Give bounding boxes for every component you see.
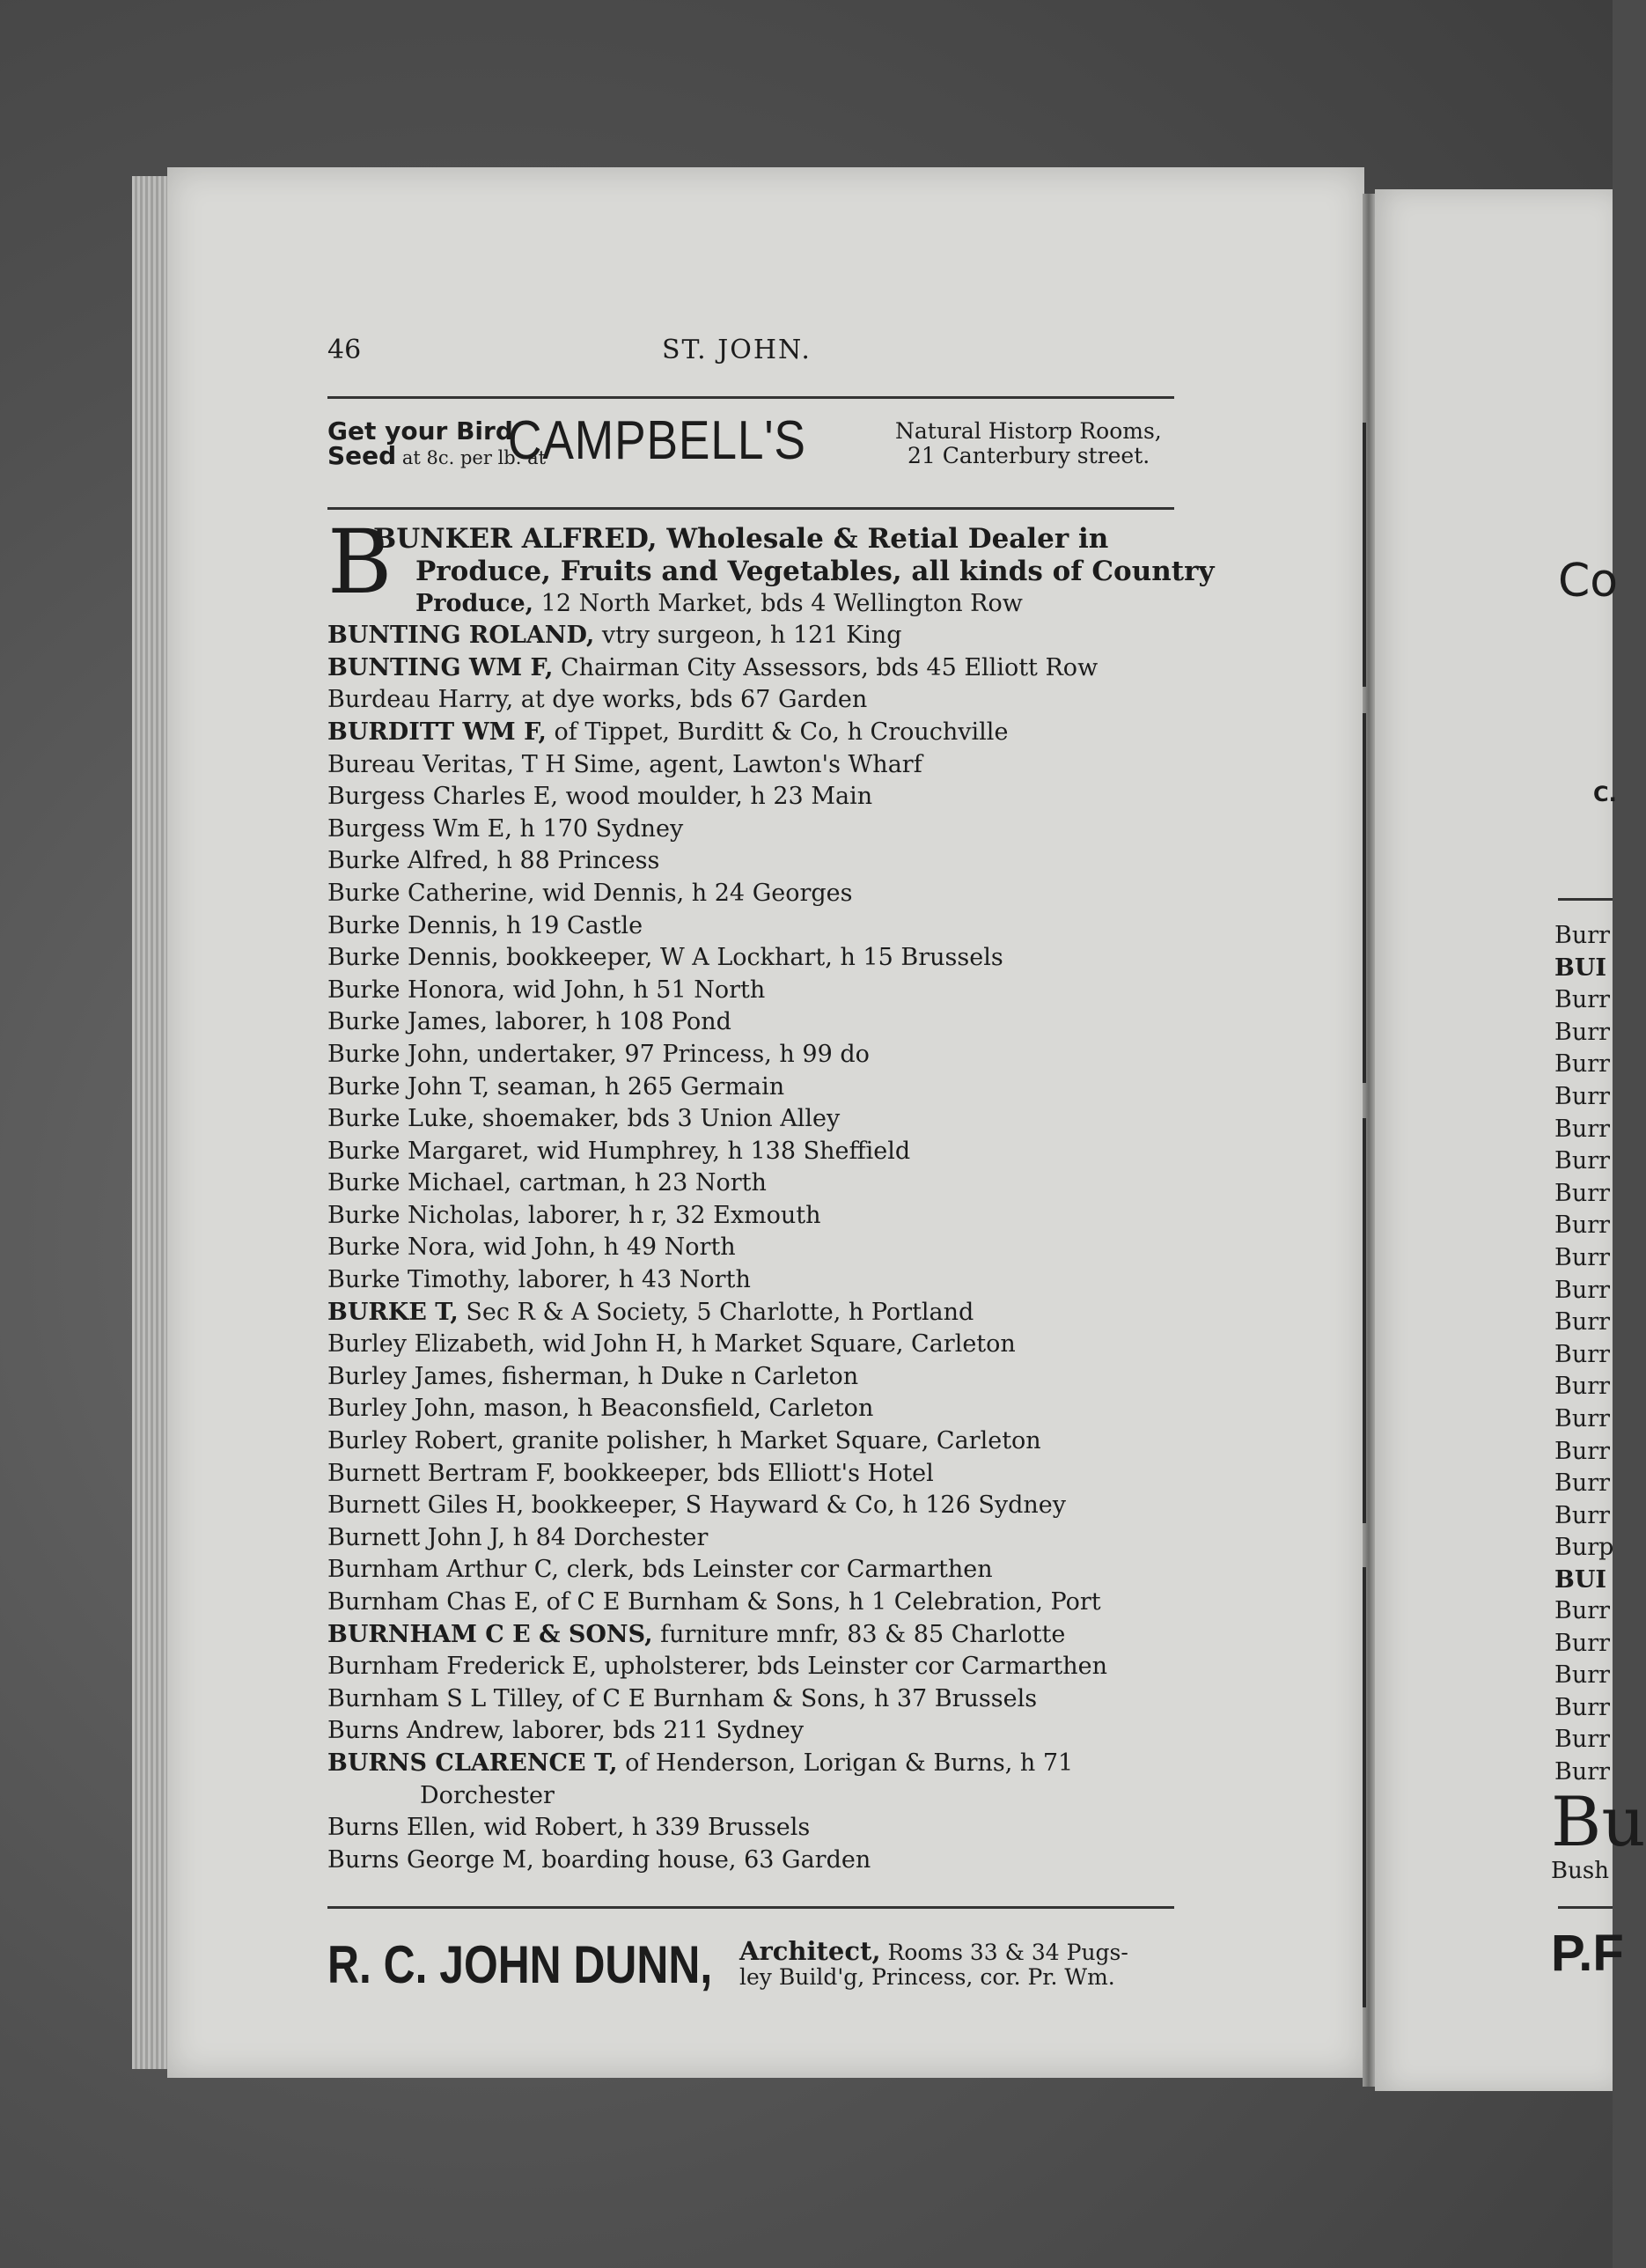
directory-entry bbox=[327, 1812, 1190, 1845]
right-list-item: Burr bbox=[1554, 1597, 1611, 1624]
directory-entry bbox=[327, 878, 1190, 910]
ad-small: at 8c. per lb. at bbox=[396, 447, 547, 468]
entry-details: Burgess Charles E, wood moulder, h 23 Main bbox=[327, 783, 873, 811]
entry-name: BURNS CLARENCE T, bbox=[327, 1749, 618, 1777]
right-list-item: Burr bbox=[1554, 1082, 1611, 1110]
right-list-item: Burr bbox=[1554, 1211, 1611, 1240]
directory-entry bbox=[327, 975, 1190, 1007]
drop-cap: B bbox=[327, 511, 393, 614]
directory-entry bbox=[327, 1425, 1190, 1458]
dunn-advertisement bbox=[327, 1933, 1174, 2004]
right-list-item: BUI bbox=[1554, 954, 1606, 982]
entry-details: Burns George M, boarding house, 63 Garden bbox=[327, 1845, 871, 1874]
right-list-item: Burr bbox=[1554, 1179, 1611, 1207]
entry-details: Burns Andrew, laborer, bds 211 Sydney bbox=[327, 1717, 805, 1745]
entry-name: Produce, Fruits and Vegetables, all kinds of Country bbox=[415, 556, 1215, 587]
entry-details: Burnham S L Tilley, of C E Burnham & Sons, h 37 Brussels bbox=[327, 1684, 1038, 1712]
running-head: ST. JOHN. bbox=[662, 335, 812, 365]
right-list-item: Burr bbox=[1554, 1693, 1611, 1721]
ad-line: Natural Historp Rooms, bbox=[895, 418, 1162, 444]
footer-rule bbox=[327, 1906, 1174, 1909]
entry-details: Burke Margaret, wid Humphrey, h 138 Sheffield bbox=[327, 1137, 911, 1165]
directory-entry bbox=[327, 1167, 1190, 1200]
directory-entry bbox=[327, 942, 1190, 975]
directory-entry bbox=[327, 1329, 1190, 1361]
right-page-rule bbox=[1558, 898, 1613, 901]
entry-details: Burke Honora, wid John, h 51 North bbox=[327, 976, 766, 1004]
directory-entry bbox=[327, 1264, 1190, 1297]
right-list-item: Burr bbox=[1554, 1469, 1611, 1498]
right-list-item: Burr bbox=[1554, 1661, 1611, 1690]
directory-entry bbox=[327, 1103, 1190, 1136]
entry-name: BURNHAM C E & SONS, bbox=[327, 1620, 653, 1648]
right-list-item: Burr bbox=[1554, 1726, 1611, 1754]
entry-name: BUNKER ALFRED, bbox=[373, 523, 658, 555]
entry-details: Burley Robert, granite polisher, h Market Square, Carleton bbox=[327, 1427, 1041, 1455]
right-page-bottom: P.F bbox=[1551, 1925, 1624, 1982]
entry-details: Sec R & A Society, 5 Charlotte, h Portland bbox=[458, 1298, 974, 1326]
entry-name: BUNTING WM F, bbox=[327, 653, 554, 681]
entry-details: Chairman City Assessors, bds 45 Elliott Row bbox=[553, 653, 1099, 681]
ad-line bbox=[739, 1936, 1128, 1966]
entry-details: Burnham Frederick E, upholsterer, bds Leinster cor Carmarthen bbox=[327, 1653, 1108, 1681]
entry-details: of Tippet, Burditt & Co, h Crouchville bbox=[546, 718, 1009, 746]
entry-details: Burley John, mason, h Beaconsfield, Carleton bbox=[327, 1395, 874, 1423]
ad-line: 21 Canterbury street. bbox=[908, 443, 1150, 468]
directory-entry bbox=[327, 1136, 1190, 1168]
right-list-item: Burr bbox=[1554, 1243, 1611, 1271]
right-page-list-bottom bbox=[1554, 1595, 1613, 1789]
entry-details: Burke Dennis, bookkeeper, W A Lockhart, h 15 Brussels bbox=[327, 944, 1003, 972]
entry-details: Burke Nora, wid John, h 49 North bbox=[327, 1233, 736, 1262]
directory-entry bbox=[327, 684, 1190, 717]
entry-details: Burns Ellen, wid Robert, h 339 Brussels bbox=[327, 1814, 811, 1842]
directory-entry bbox=[327, 781, 1190, 814]
page-number: 46 bbox=[327, 335, 362, 365]
right-page-small: C. bbox=[1593, 782, 1617, 806]
entry-details: Burke Dennis, h 19 Castle bbox=[327, 911, 643, 939]
entry-details: Burke Michael, cartman, h 23 North bbox=[327, 1169, 767, 1197]
right-page-list bbox=[1554, 920, 1613, 1596]
right-footer-rule bbox=[1558, 1906, 1613, 1909]
directory-entry bbox=[327, 1006, 1190, 1039]
ad-bold: Seed bbox=[327, 441, 397, 470]
entry-details: Burke Alfred, h 88 Princess bbox=[327, 847, 660, 875]
ad-dunn-details bbox=[739, 1936, 1128, 1990]
directory-entries bbox=[327, 511, 1215, 1876]
directory-entry bbox=[327, 910, 1190, 943]
entry-details: Dorchester bbox=[420, 1781, 555, 1809]
directory-entry bbox=[327, 717, 1190, 749]
directory-entry bbox=[327, 1361, 1190, 1394]
entry-details: Burnham Arthur C, clerk, bds Leinster cor Carmarthen bbox=[327, 1556, 993, 1584]
right-list-item: BUI bbox=[1554, 1565, 1606, 1594]
entry-details: Burnett Giles H, bookkeeper, S Hayward & Co, h 126 Sydney bbox=[327, 1491, 1066, 1520]
ad-line: Get your Bird bbox=[327, 416, 513, 446]
entry-details: Burke John, undertaker, 97 Princess, h 99 do bbox=[327, 1040, 870, 1068]
right-list-item: Burr bbox=[1554, 922, 1611, 949]
ad-dunn-name: R. C. JOHN DUNN, bbox=[327, 1935, 713, 1994]
right-list-item: Burr bbox=[1554, 1050, 1611, 1079]
entry-details: Burnham Chas E, of C E Burnham & Sons, h 1 Celebration, Port bbox=[327, 1588, 1101, 1616]
header-rule bbox=[327, 396, 1174, 399]
entry-details: Burke John T, seaman, h 265 Germain bbox=[327, 1072, 785, 1101]
entry-name: BUNTING ROLAND, bbox=[327, 622, 595, 650]
right-list-item: Burp bbox=[1554, 1534, 1614, 1562]
right-list-item: Burr bbox=[1554, 1404, 1611, 1432]
entry-details: Burnett Bertram F, bookkeeper, bds Elliott's Hotel bbox=[327, 1459, 934, 1487]
right-list-item: Burr bbox=[1554, 1276, 1611, 1304]
right-list-item: Burr bbox=[1554, 1308, 1611, 1336]
page-header bbox=[327, 335, 1174, 370]
ad-line: ley Build'g, Princess, cor. Pr. Wm. bbox=[739, 1964, 1115, 1990]
right-list-item: Burr bbox=[1554, 1115, 1611, 1143]
directory-entry bbox=[327, 814, 1190, 846]
entry-details: Burke Nicholas, laborer, h r, 32 Exmouth bbox=[327, 1201, 821, 1229]
entry-details: Burke James, laborer, h 108 Pond bbox=[327, 1008, 731, 1036]
directory-entry bbox=[327, 1490, 1190, 1522]
directory-entry bbox=[327, 1200, 1190, 1233]
binding-thread bbox=[1356, 423, 1375, 2007]
directory-entry bbox=[327, 1683, 1190, 1716]
right-big-sub: Bush bbox=[1551, 1858, 1609, 1884]
entry-details: Burley Elizabeth, wid John H, h Market Square, Carleton bbox=[327, 1330, 1016, 1359]
ad-campbell-name: CAMPBELL'S bbox=[508, 410, 806, 471]
entry-details: 12 North Market, bds 4 Wellington Row bbox=[533, 589, 1023, 617]
right-big-text: Bu bbox=[1551, 1783, 1646, 1862]
directory-entry bbox=[327, 1232, 1190, 1264]
entry-details: Burke Catherine, wid Dennis, h 24 Georges bbox=[327, 879, 853, 907]
entry-details: Burke Timothy, laborer, h 43 North bbox=[327, 1266, 751, 1294]
right-page-big-initial bbox=[1551, 1783, 1646, 1884]
entry-details: Burdeau Harry, at dye works, bds 67 Garden bbox=[327, 686, 868, 714]
ad-rule bbox=[327, 507, 1174, 510]
directory-entry bbox=[327, 749, 1190, 782]
directory-entry bbox=[327, 1554, 1190, 1587]
directory-entry bbox=[327, 1619, 1190, 1652]
right-list-item: Burr bbox=[1554, 1757, 1611, 1786]
right-list-item: Burr bbox=[1554, 1340, 1611, 1368]
right-list-item: Burr bbox=[1554, 1437, 1611, 1465]
entry-name: BURDITT WM F, bbox=[327, 718, 547, 746]
entry-details: Wholesale & Retial Dealer in bbox=[657, 523, 1109, 555]
directory-entry bbox=[327, 556, 1215, 588]
book-page-edges bbox=[132, 176, 172, 2069]
directory-entry bbox=[327, 845, 1190, 878]
right-list-item: Burr bbox=[1554, 1629, 1611, 1657]
entry-details: Burnett John J, h 84 Dorchester bbox=[327, 1523, 709, 1551]
directory-entry bbox=[327, 1393, 1190, 1425]
directory-entry bbox=[327, 1748, 1190, 1780]
directory-entry bbox=[327, 1039, 1190, 1071]
right-list-item: Burr bbox=[1554, 1373, 1611, 1401]
campbell-advertisement bbox=[327, 410, 1174, 490]
directory-entry bbox=[327, 652, 1190, 685]
directory-entry bbox=[327, 1297, 1190, 1329]
directory-entry bbox=[327, 1780, 1190, 1813]
ad-address bbox=[895, 419, 1162, 468]
directory-entry bbox=[327, 1587, 1190, 1619]
right-list-item: Burr bbox=[1554, 1147, 1611, 1175]
entry-details: furniture mnfr, 83 & 85 Charlotte bbox=[652, 1620, 1066, 1648]
directory-entry bbox=[327, 1715, 1190, 1748]
ad-bold: Architect, bbox=[739, 1936, 881, 1966]
directory-entry bbox=[327, 1071, 1190, 1104]
entry-details: vtry surgeon, h 121 King bbox=[594, 622, 902, 650]
entry-name: Produce, bbox=[415, 589, 534, 617]
entry-details: Bureau Veritas, T H Sime, agent, Lawton's Wharf bbox=[327, 750, 922, 778]
directory-entry bbox=[327, 1651, 1190, 1683]
entry-details: of Henderson, Lorigan & Burns, h 71 bbox=[617, 1749, 1074, 1777]
right-list-item: Burr bbox=[1554, 986, 1611, 1014]
right-list-item: Burr bbox=[1554, 1018, 1611, 1046]
entry-details: Burgess Wm E, h 170 Sydney bbox=[327, 814, 684, 843]
directory-entry bbox=[327, 1845, 1190, 1877]
entry-details: Burke Luke, shoemaker, bds 3 Union Alley bbox=[327, 1105, 841, 1133]
directory-entry bbox=[327, 1458, 1190, 1491]
directory-entry bbox=[327, 588, 1190, 621]
directory-entry bbox=[327, 620, 1190, 652]
right-list-item: Burr bbox=[1554, 1501, 1611, 1529]
entry-name: BURKE T, bbox=[327, 1298, 459, 1326]
ad-text: Rooms 33 & 34 Pugs- bbox=[880, 1940, 1128, 1965]
right-page-heading: Co bbox=[1558, 555, 1619, 608]
entry-details: Burley James, fisherman, h Duke n Carleton bbox=[327, 1362, 859, 1390]
directory-entry bbox=[327, 1522, 1190, 1555]
